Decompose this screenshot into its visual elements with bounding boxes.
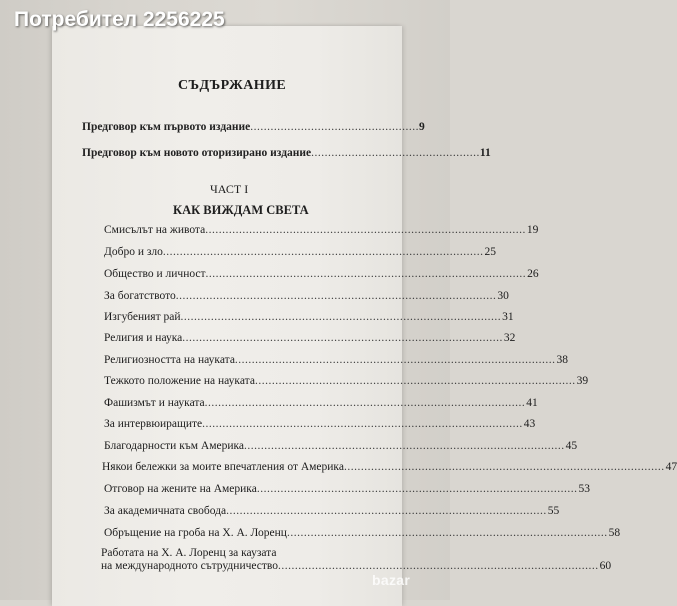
- toc-entry: [104, 527, 621, 539]
- leader-dots: ...............................................................................................: [175, 290, 497, 302]
- toc-entry: [104, 224, 539, 236]
- part-title: КАК ВИЖДАМ СВЕТА: [173, 203, 309, 217]
- toc-entry: [104, 505, 560, 517]
- leader-dots: ...............................................................................................: [343, 461, 665, 473]
- preface-entry-2: [82, 147, 491, 159]
- toc-entry: [104, 440, 578, 452]
- toc-entry: [104, 418, 536, 430]
- preface-page: 11: [479, 147, 491, 159]
- toc-title: СЪДЪРЖАНИЕ: [178, 78, 287, 93]
- entry-page: 32: [503, 332, 516, 344]
- entry-title: Религиозността на науката: [104, 354, 235, 366]
- leader-dots: ...............................................................................................: [182, 332, 503, 344]
- entry-title: Благодарности към Америка: [104, 440, 244, 452]
- leader-dots: ...............................................................................................: [256, 483, 578, 495]
- leader-dots: ..................................................: [311, 147, 480, 159]
- entry-page: 53: [578, 483, 590, 495]
- entry-title: Общество и личност: [104, 268, 206, 280]
- preface-entry-1: [82, 121, 425, 133]
- entry-page: 58: [608, 527, 621, 539]
- entry-page: 60: [599, 560, 612, 572]
- toc-entry: [101, 560, 612, 572]
- toc-entry: [104, 354, 569, 366]
- toc-entry: [102, 461, 677, 473]
- entry-page: 19: [526, 224, 539, 236]
- leader-dots: ..................................................: [250, 121, 419, 133]
- entry-title: Добро и зло: [104, 246, 163, 258]
- leader-dots: ...............................................................................................: [286, 527, 608, 539]
- entry-title: на международното сътрудничество: [101, 560, 278, 572]
- entry-title: Фашизмът и науката: [104, 397, 205, 409]
- entry-page: 38: [556, 354, 569, 366]
- preface-title: Предговор към първото издание: [82, 121, 251, 133]
- leader-dots: ...............................................................................................: [278, 560, 599, 572]
- entry-page: 41: [526, 397, 538, 409]
- leader-dots: ...............................................................................................: [205, 268, 527, 280]
- toc-entry: [104, 311, 514, 323]
- toc-entry: [104, 332, 516, 344]
- entry-page: 30: [497, 290, 509, 302]
- leader-dots: ...............................................................................................: [204, 397, 526, 409]
- part-label: ЧАСТ I: [210, 182, 249, 196]
- leader-dots: ...............................................................................................: [254, 375, 576, 387]
- leader-dots: ...............................................................................................: [202, 418, 523, 430]
- entry-page: 26: [527, 268, 539, 280]
- leader-dots: ...............................................................................................: [180, 311, 502, 323]
- preface-page: 9: [419, 121, 425, 133]
- leader-dots: ...............................................................................................: [244, 440, 565, 452]
- watermark-logo: bazar: [372, 572, 411, 588]
- entry-title: Религия и наука: [104, 332, 183, 344]
- entry-page: 31: [502, 311, 514, 323]
- entry-page: 45: [565, 440, 578, 452]
- user-banner: Потребител 2256225: [14, 8, 225, 31]
- entry-page: 47: [665, 461, 677, 473]
- entry-title: За академичната свобода: [104, 505, 227, 517]
- toc-entry: [104, 246, 497, 258]
- leader-dots: ...............................................................................................: [205, 224, 526, 236]
- entry-page: 43: [523, 418, 536, 430]
- entry-title: Изгубеният рай: [104, 311, 181, 323]
- entry-page: 39: [576, 375, 589, 387]
- entry-title: Някои бележки за моите впечатления от Америка: [102, 461, 344, 473]
- entry-title-line1: Работата на Х. А. Лоренц за каузата: [101, 547, 277, 559]
- preface-title: Предговор към новото оторизирано издание: [82, 147, 312, 159]
- toc-entry: [104, 290, 509, 302]
- toc-entry: [104, 483, 590, 495]
- toc-entry: [104, 268, 539, 280]
- entry-page: 55: [547, 505, 560, 517]
- leader-dots: ...............................................................................................: [162, 246, 484, 258]
- entry-title: Отговор на жените на Америка: [104, 483, 257, 495]
- leader-dots: ...............................................................................................: [234, 354, 556, 366]
- entry-title: Обръщение на гроба на Х. А. Лоренц: [104, 527, 287, 539]
- toc-entry: [104, 397, 538, 409]
- entry-page: 25: [484, 246, 497, 258]
- toc-entry: [104, 375, 589, 387]
- entry-title: Смисълът на живота: [104, 224, 206, 236]
- leader-dots: ...............................................................................................: [226, 505, 547, 517]
- entry-title: За интервюиращите: [104, 418, 203, 430]
- entry-title: За богатството: [104, 290, 176, 302]
- entry-title: Тежкото положение на науката: [104, 375, 255, 387]
